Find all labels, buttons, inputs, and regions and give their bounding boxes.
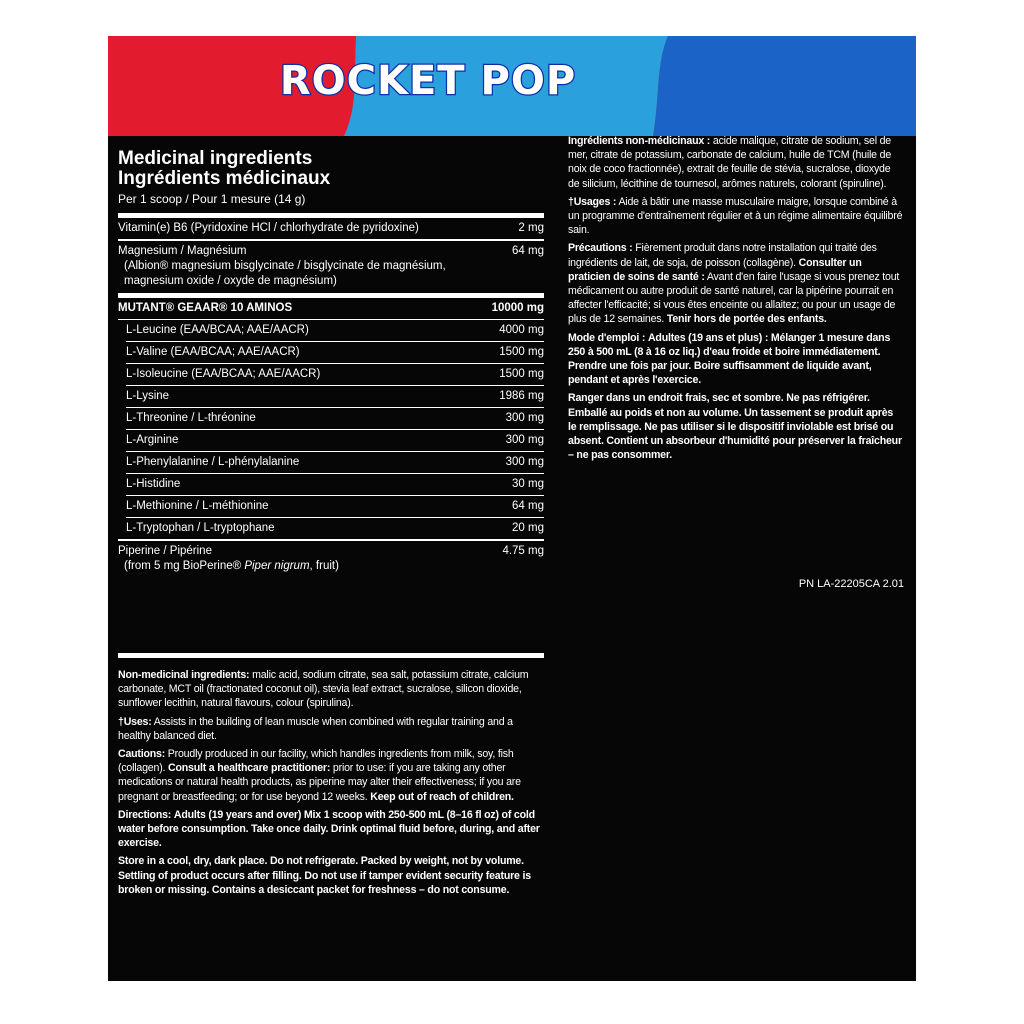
amino-list — [118, 320, 544, 541]
ingredient-table — [118, 213, 544, 574]
amino-name: L-Arginine — [126, 434, 179, 446]
piperine-note-text: (from 5 mg BioPerine® — [124, 559, 242, 572]
amino-row — [118, 518, 544, 539]
storage-fr: Ranger dans un endroit frais, sec et sombre. Ne pas réfrigérer. Emballé au poids et non au volume. Un tassement se produit après le remplissage. Ne pas utiliser si le dispositif inviolable est brisé ou absent. Contient un absorbeur d'humidité pour préserver la fraîcheur – ne pas consommer. — [568, 392, 902, 462]
nonmed-en — [118, 668, 544, 711]
amino-name: L-Threonine / L-thréonine — [126, 412, 256, 424]
amino-name: L-Methionine / L-méthionine — [126, 500, 269, 512]
amino-row — [118, 452, 544, 473]
directions-en-label: Directions: — [118, 808, 172, 821]
uses-en-label: †Uses: — [118, 715, 152, 728]
consult-en-label: Consult a healthcare practitioner: — [168, 762, 331, 775]
section-divider — [118, 653, 544, 658]
medicinal-title-fr: Ingrédients médicinaux — [118, 168, 331, 189]
amino-row — [118, 342, 544, 363]
ingredient-amount: 2 mg — [518, 222, 544, 234]
ingredient-amount: 64 mg — [512, 244, 544, 257]
ingredient-name: Magnesium / Magnésium — [118, 244, 247, 257]
amino-amount: 20 mg — [512, 522, 544, 534]
nonmed-en-text: malic acid, sodium citrate, sea salt, potassium citrate, calcium carbonate, MCT oil (fractionated coconut oil), stevia leaf extract, sucralose, silicon dioxide, sunflower lecithin, natural flavours, colour (spirulina). — [118, 669, 529, 710]
directions-fr-text: Adultes (19 ans et plus) : Mélanger 1 mesure dans 250 à 500 mL (8 à 16 oz liq.) d'eau froide et boire immédiatement. Prendre une fois par jour. Boire suffisamment de liquide avant, pendant et après l'exercice. — [568, 331, 891, 387]
english-details — [118, 668, 544, 901]
amino-row — [118, 364, 544, 385]
uses-fr-label: †Usages : — [568, 195, 617, 208]
amino-amount: 1500 mg — [499, 368, 544, 380]
amino-amount: 300 mg — [505, 456, 544, 468]
consult-fr-text: Avant d'en faire l'usage si vous prenez tout médicament ou autre produit de santé naturel, car la pipérine pourrait en affecter l'efficacité; si vous êtes enceinte ou allaitez; ou pour un usage de plus de 12 semaines. — [568, 270, 900, 326]
medicinal-title-en: Medicinal ingredients — [118, 148, 313, 169]
piperine-note-end: , fruit) — [309, 559, 339, 572]
magnesium-note-2: magnesium oxide / oxyde de magnésium) — [124, 274, 337, 287]
ingredient-name: Vitamin(e) B6 (Pyridoxine HCl / chlorhydrate de pyridoxine) — [118, 222, 419, 234]
amino-row — [118, 430, 544, 451]
cautions-fr-text: Fièrement produit dans notre installation qui traité des ingrédients de lait, de soja, de poisson (collagène). — [568, 242, 877, 269]
ingredient-name: MUTANT® GEAAR® 10 AMINOS — [118, 301, 293, 314]
amino-amount: 300 mg — [505, 412, 544, 424]
serving-size: Per 1 scoop / Pour 1 mesure (14 g) — [118, 192, 306, 206]
amino-amount: 300 mg — [505, 434, 544, 446]
uses-en-text: Assists in the building of lean muscle when combined with regular training and a healthy balanced diet. — [118, 715, 513, 742]
amino-name: L-Phenylalanine / L-phénylalanine — [126, 456, 300, 468]
amino-row — [118, 496, 544, 517]
amino-amount: 1500 mg — [499, 346, 544, 358]
ingredient-name: Piperine / Pipérine — [118, 544, 212, 557]
consult-fr-label: Consulter un praticien de soins de santé : — [568, 256, 862, 283]
amino-amount: 30 mg — [512, 478, 544, 490]
storage-en: Store in a cool, dry, dark place. Do not refrigerate. Packed by weight, not by volume. Settling of product occurs after filling. Do not use if tamper evident security feature is broken or missing. Contains a desiccant packet for freshness – do not consume. — [118, 855, 531, 896]
uses-fr — [568, 195, 904, 238]
nonmed-fr-text: acide malique, citrate de sodium, sel de mer, citrate de potassium, carbonate de calcium, huile de TCM (huile de noix de coco fractionnée), extrait de feuille de stévia, sucralose, dioxyde de silicium, lécithine de tournesol, arômes naturels, colorant (spiruline). — [568, 135, 892, 190]
amino-row — [118, 320, 544, 341]
amino-row — [118, 386, 544, 407]
cautions-en-label: Cautions: — [118, 748, 166, 761]
nonmed-fr — [568, 134, 904, 191]
ingredient-amount: 10000 mg — [491, 301, 544, 314]
directions-en — [118, 808, 544, 851]
directions-fr — [568, 331, 904, 388]
ingredient-row-vitamin-b6 — [118, 218, 544, 239]
consult-en-text: prior to use: if you are taking any other medications or natural health products, as piperine may alter their effectiveness; if you are pregnant or breastfeeding; or for use beyond 12 weeks. — [118, 762, 521, 803]
amino-name: L-Histidine — [126, 478, 181, 490]
amino-name: L-Tryptophan / L-tryptophane — [126, 522, 275, 534]
ingredient-amount: 4.75 mg — [502, 544, 544, 557]
french-details — [568, 134, 904, 466]
keep-out-fr: Tenir hors de portée des enfants. — [666, 313, 827, 326]
medicinal-ingredients-section — [118, 149, 544, 574]
amino-amount: 1986 mg — [499, 390, 544, 402]
label-panel — [108, 36, 916, 981]
keep-out-en: Keep out of reach of children. — [370, 790, 514, 803]
amino-name: L-Lysine — [126, 390, 170, 402]
amino-name: L-Leucine (EAA/BCAA; AAE/AACR) — [126, 324, 309, 336]
directions-fr-label: Mode d'emploi : — [568, 331, 646, 344]
cautions-en-text: Proudly produced in our facility, which handles ingredients from milk, soy, fish (collagen). — [118, 748, 514, 775]
amino-amount: 64 mg — [512, 500, 544, 512]
nonmed-en-label: Non-medicinal ingredients: — [118, 669, 250, 681]
magnesium-note-1: (Albion® magnesium bisglycinate / bisglycinate de magnésium, — [124, 259, 446, 272]
ingredient-row-aminos — [118, 298, 544, 319]
nonmed-fr-label: Ingrédients non-médicinaux : — [568, 135, 711, 147]
piperine-note — [118, 559, 544, 574]
amino-name: L-Isoleucine (EAA/BCAA; AAE/AACR) — [126, 368, 321, 380]
piperine-latin-name: Piper nigrum — [244, 559, 310, 572]
directions-en-text: Adults (19 years and over) Mix 1 scoop with 250-500 mL (8–16 fl oz) of cold water before consumption. Take once daily. Drink optimal fluid before, during, and after exercise. — [118, 808, 540, 850]
flavor-name: ROCKET POP — [279, 58, 577, 104]
part-number: PN LA-22205CA 2.01 — [798, 578, 904, 590]
ingredient-row-magnesium — [118, 241, 544, 259]
cautions-fr — [568, 241, 904, 326]
amino-amount: 4000 mg — [499, 324, 544, 336]
flavor-banner — [108, 36, 916, 136]
amino-row — [118, 474, 544, 495]
ingredient-row-piperine — [118, 541, 544, 559]
amino-name: L-Valine (EAA/BCAA; AAE/AACR) — [126, 346, 300, 358]
cautions-en — [118, 747, 544, 804]
amino-row — [118, 408, 544, 429]
uses-fr-text: Aide à bâtir une masse musculaire maigre, lorsque combiné à un programme d'entraînement régulier et à un régime alimentaire équilibré sain. — [568, 195, 903, 237]
uses-en — [118, 715, 544, 743]
cautions-fr-label: Précautions : — [568, 242, 633, 255]
